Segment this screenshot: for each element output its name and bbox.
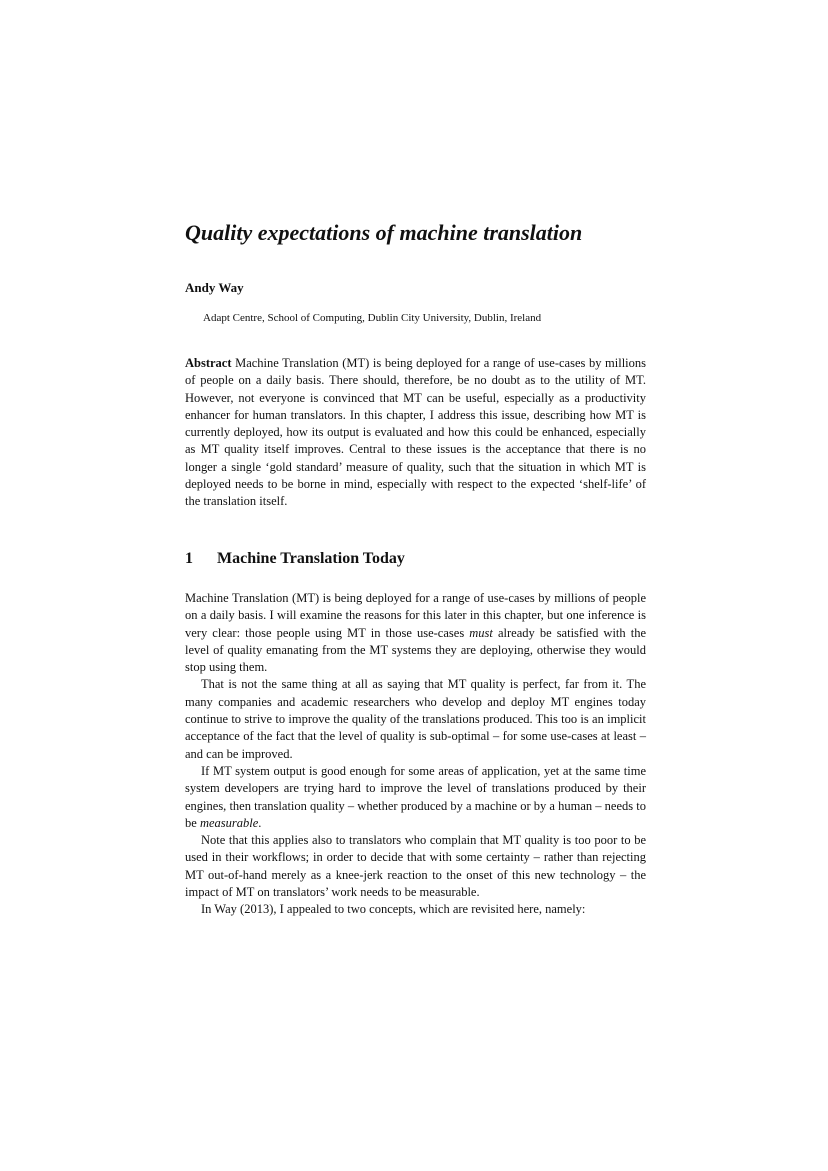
paragraph-emphasis: must [469,625,493,640]
abstract [185,355,646,511]
paragraph-text: That is not the same thing at all as saying that MT quality is perfect, far from it. The many companies and academic researchers who develop and deploy MT engines today continue to strive to improve the quality of the translations produced. This too is an implicit acceptance of the fact that the level of quality is sub-optimal – for some use-cases at least – and can be improved. [185,677,646,761]
abstract-label: Abstract [185,356,232,370]
section-heading [185,547,646,571]
chapter-title: Quality expectations of machine translation [185,220,583,245]
paragraph-text: . [258,815,262,830]
paragraph-text: If MT system output is good enough for some areas of application, yet at the same time system developers are trying hard to improve the level of translations produced by their engines, then translation quality – whether produced by a machine or by a human – needs to be [185,763,646,830]
abstract-text: Machine Translation (MT) is being deployed for a range of use-cases by millions of people on a daily basis. There should, therefore, be no doubt as to the utility of MT. However, not everyone is convinced that MT can be useful, especially as a productivity enhancer for human translators. In this chapter, I address this issue, describing how MT is currently deployed, how its output is evaluated and how this could be enhanced, especially as MT quality itself improves. Central to these issues is the acceptance that there is no longer a single ‘gold standard’ measure of quality, such that the situation in which MT is deployed needs to be borne in mind, especially with respect to the expected ‘shelf-life’ of the translation itself. [185,356,646,509]
paragraph-text: Note that this applies also to translators who complain that MT quality is too poor to be used in their workflows; in order to decide that with some certainty – rather than rejecting MT out-of-hand merely as a knee-jerk reaction to the onset of this new technology – the impact of MT on translators’ work needs to be measurable. [185,833,646,900]
paragraph-text: In Way (2013), I appealed to two concepts, which are revisited here, namely: [201,902,586,917]
body-paragraph [185,763,646,832]
paragraph-emphasis: measurable [199,815,259,830]
paragraph-text: Machine Translation (MT) is being deployed for a range of use-cases by millions of people on a daily basis. I will examine the reasons for this later in this chapter, but one inference is very clear: those people using MT in those use-cases [185,591,646,640]
author-affiliation: Adapt Centre, School of Computing, Dublin City University, Dublin, Ireland [203,312,542,324]
section-body [185,590,646,919]
body-paragraph [185,676,646,762]
section-title: Machine Translation Today [217,550,405,567]
body-paragraph [185,832,646,901]
author-name: Andy Way [185,280,244,295]
section-number: 1 [185,550,193,567]
paragraph-text: already be satisfied with the level of quality emanating from the MT systems they are deploying, otherwise they would stop using them. [185,625,646,675]
body-paragraph [185,901,646,918]
body-paragraph [185,590,646,676]
